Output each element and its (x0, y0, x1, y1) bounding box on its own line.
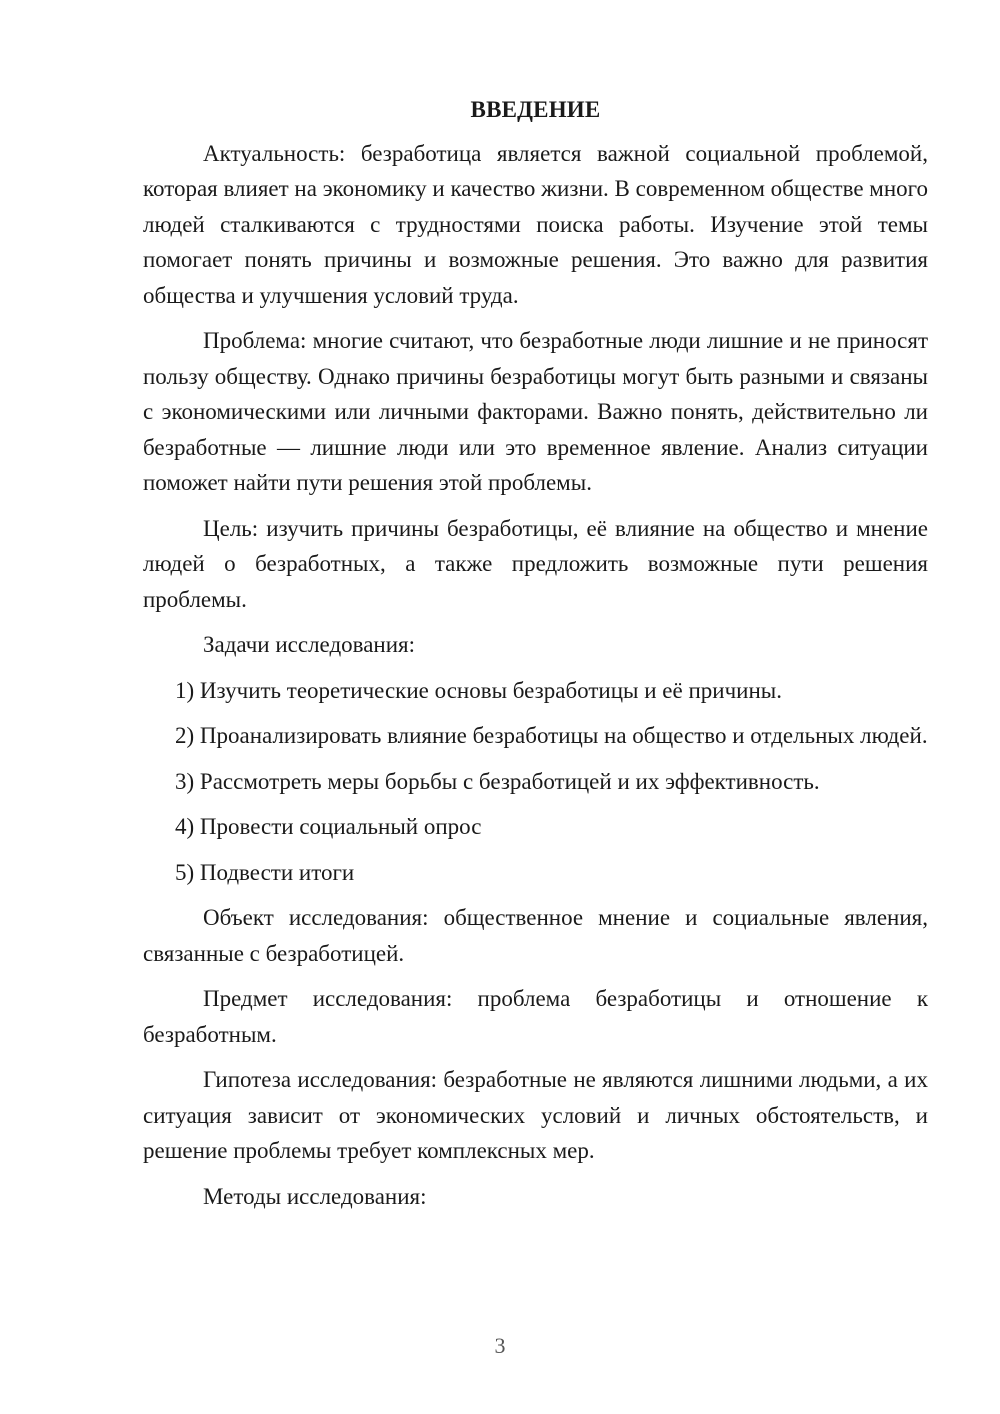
task-item: 3) Рассмотреть меры борьбы с безработицей и их эффективность. (175, 768, 820, 794)
task-item: 2) Проанализировать влияние безработицы на общество и отдельных людей. (175, 723, 928, 748)
paragraph-object: Объект исследования: общественное мнение и социальные явления, связанные с безработицей. (143, 905, 928, 966)
task-item: 5) Подвести итоги (175, 859, 355, 885)
document-page (143, 92, 928, 1224)
paragraph-goal: Цель: изучить причины безработицы, её влияние на общество и мнение людей о безработных, а также предложить возможные пути решения проблемы. (143, 515, 928, 612)
paragraph-subject: Предмет исследования: проблема безработицы и отношение к безработным. (143, 986, 928, 1047)
task-item: 4) Провести социальный опрос (175, 814, 482, 839)
task-item: 1) Изучить теоретические основы безработицы и её причины. (175, 677, 782, 703)
paragraph-hypothesis: Гипотеза исследования: безработные не являются лишними людьми, а их ситуация зависит от экономических условий и личных обстоятельств, и решение проблемы требует комплексных мер. (143, 1067, 928, 1163)
paragraph-tasks-title: Задачи исследования: (203, 632, 416, 657)
section-heading: ВВЕДЕНИЕ (470, 97, 601, 122)
paragraph-relevance: Актуальность: безработица является важной социальной проблемой, которая влияет на экономику и качество жизни. В современном обществе много людей сталкиваются с трудностями поиска работы. Изучение этой темы помогает понять причины и возможные решения. Это важно для развития общества и улучшения условий труда. (143, 140, 929, 308)
paragraph-methods: Методы исследования: (203, 1183, 427, 1209)
paragraph-problem: Проблема: многие считают, что безработные люди лишние и не приносят пользу обществу. Однако причины безработицы могут быть разными и связаны с экономическими или личными факторами. Важно понять, действительно ли безработные — лишние люди или это временное явление. Анализ ситуации поможет найти пути решения этой проблемы. (143, 328, 928, 495)
page-number: 3 (494, 1333, 506, 1358)
